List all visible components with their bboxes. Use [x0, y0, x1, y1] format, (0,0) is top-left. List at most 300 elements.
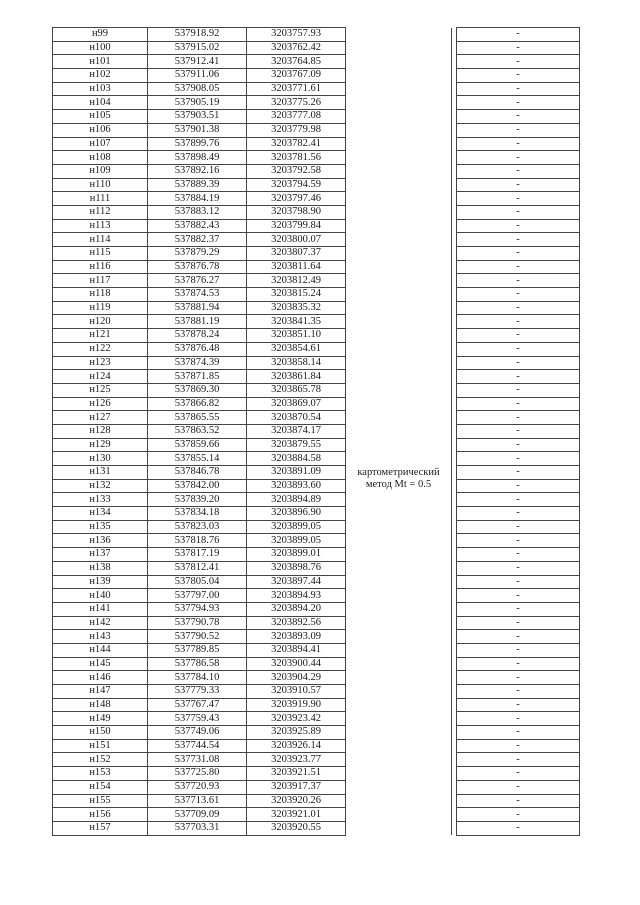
- x-coordinate-cell: 537725.80: [148, 767, 247, 781]
- accuracy-cell: -: [457, 589, 580, 603]
- y-coordinate-cell: 3203921.51: [247, 767, 346, 781]
- y-coordinate-cell: 3203781.56: [247, 151, 346, 165]
- x-coordinate-cell: 537911.06: [148, 69, 247, 83]
- y-coordinate-cell: 3203797.46: [247, 192, 346, 206]
- x-coordinate-cell: 537874.39: [148, 356, 247, 370]
- y-coordinate-cell: 3203897.44: [247, 575, 346, 589]
- y-coordinate-cell: 3203858.14: [247, 356, 346, 370]
- point-number-cell: н109: [53, 164, 148, 178]
- table-row: [53, 479, 580, 493]
- accuracy-cell: -: [457, 438, 580, 452]
- point-number-cell: н144: [53, 643, 148, 657]
- point-number-cell: н129: [53, 438, 148, 452]
- point-number-cell: н101: [53, 55, 148, 69]
- accuracy-cell: -: [457, 397, 580, 411]
- point-number-cell: н107: [53, 137, 148, 151]
- accuracy-cell: -: [457, 520, 580, 534]
- x-coordinate-cell: 537794.93: [148, 602, 247, 616]
- accuracy-cell: -: [457, 356, 580, 370]
- point-number-cell: н135: [53, 520, 148, 534]
- point-number-cell: н125: [53, 383, 148, 397]
- table-row: [53, 96, 580, 110]
- y-coordinate-cell: 3203794.59: [247, 178, 346, 192]
- point-number-cell: н153: [53, 767, 148, 781]
- point-number-cell: н116: [53, 260, 148, 274]
- x-coordinate-cell: 537859.66: [148, 438, 247, 452]
- point-number-cell: н111: [53, 192, 148, 206]
- accuracy-cell: -: [457, 698, 580, 712]
- accuracy-cell: -: [457, 685, 580, 699]
- point-number-cell: н110: [53, 178, 148, 192]
- accuracy-cell: -: [457, 753, 580, 767]
- y-coordinate-cell: 3203893.60: [247, 479, 346, 493]
- y-coordinate-cell: 3203812.49: [247, 274, 346, 288]
- accuracy-cell: -: [457, 821, 580, 835]
- accuracy-cell: -: [457, 301, 580, 315]
- x-coordinate-cell: 537731.08: [148, 753, 247, 767]
- y-coordinate-cell: 3203896.90: [247, 507, 346, 521]
- table-row: [53, 657, 580, 671]
- x-coordinate-cell: 537744.54: [148, 739, 247, 753]
- accuracy-cell: -: [457, 493, 580, 507]
- y-coordinate-cell: 3203841.35: [247, 315, 346, 329]
- y-coordinate-cell: 3203835.32: [247, 301, 346, 315]
- point-number-cell: н155: [53, 794, 148, 808]
- table-row: [53, 137, 580, 151]
- x-coordinate-cell: 537834.18: [148, 507, 247, 521]
- x-coordinate-cell: 537884.19: [148, 192, 247, 206]
- accuracy-cell: -: [457, 616, 580, 630]
- point-number-cell: н117: [53, 274, 148, 288]
- accuracy-cell: -: [457, 82, 580, 96]
- x-coordinate-cell: 537703.31: [148, 821, 247, 835]
- x-coordinate-cell: 537876.78: [148, 260, 247, 274]
- point-number-cell: н139: [53, 575, 148, 589]
- table-row: [53, 123, 580, 137]
- y-coordinate-cell: 3203926.14: [247, 739, 346, 753]
- y-coordinate-cell: 3203894.20: [247, 602, 346, 616]
- table-row: [53, 726, 580, 740]
- point-number-cell: н118: [53, 288, 148, 302]
- x-coordinate-cell: 537912.41: [148, 55, 247, 69]
- x-coordinate-cell: 537882.43: [148, 219, 247, 233]
- accuracy-cell: -: [457, 41, 580, 55]
- y-coordinate-cell: 3203798.90: [247, 205, 346, 219]
- x-coordinate-cell: 537713.61: [148, 794, 247, 808]
- accuracy-cell: -: [457, 479, 580, 493]
- point-number-cell: н145: [53, 657, 148, 671]
- table-row: [53, 780, 580, 794]
- accuracy-cell: -: [457, 96, 580, 110]
- accuracy-cell: -: [457, 452, 580, 466]
- accuracy-cell: -: [457, 288, 580, 302]
- y-coordinate-cell: 3203764.85: [247, 55, 346, 69]
- accuracy-cell: -: [457, 657, 580, 671]
- point-number-cell: н150: [53, 726, 148, 740]
- table-row: [53, 452, 580, 466]
- accuracy-cell: -: [457, 602, 580, 616]
- table-row: [53, 616, 580, 630]
- x-coordinate-cell: 537797.00: [148, 589, 247, 603]
- y-coordinate-cell: 3203898.76: [247, 561, 346, 575]
- point-number-cell: н146: [53, 671, 148, 685]
- y-coordinate-cell: 3203899.05: [247, 534, 346, 548]
- table-row: [53, 192, 580, 206]
- y-coordinate-cell: 3203910.57: [247, 685, 346, 699]
- y-coordinate-cell: 3203757.93: [247, 28, 346, 42]
- y-coordinate-cell: 3203815.24: [247, 288, 346, 302]
- accuracy-cell: -: [457, 274, 580, 288]
- x-coordinate-cell: 537789.85: [148, 643, 247, 657]
- table-row: [53, 301, 580, 315]
- table-row: [53, 247, 580, 261]
- table-row: [53, 151, 580, 165]
- coordinates-table: [52, 27, 580, 836]
- point-number-cell: н106: [53, 123, 148, 137]
- y-coordinate-cell: 3203917.37: [247, 780, 346, 794]
- table-row: [53, 260, 580, 274]
- y-coordinate-cell: 3203854.61: [247, 342, 346, 356]
- point-number-cell: н133: [53, 493, 148, 507]
- y-coordinate-cell: 3203894.89: [247, 493, 346, 507]
- point-number-cell: н103: [53, 82, 148, 96]
- x-coordinate-cell: 537899.76: [148, 137, 247, 151]
- point-number-cell: н127: [53, 411, 148, 425]
- x-coordinate-cell: 537918.92: [148, 28, 247, 42]
- point-number-cell: н100: [53, 41, 148, 55]
- x-coordinate-cell: 537878.24: [148, 329, 247, 343]
- y-coordinate-cell: 3203771.61: [247, 82, 346, 96]
- x-coordinate-cell: 537786.58: [148, 657, 247, 671]
- accuracy-cell: -: [457, 411, 580, 425]
- table-row: [53, 69, 580, 83]
- table-row: [53, 808, 580, 822]
- point-number-cell: н114: [53, 233, 148, 247]
- point-number-cell: н126: [53, 397, 148, 411]
- accuracy-cell: -: [457, 178, 580, 192]
- accuracy-cell: -: [457, 575, 580, 589]
- table-row: [53, 233, 580, 247]
- x-coordinate-cell: 537881.94: [148, 301, 247, 315]
- x-coordinate-cell: 537881.19: [148, 315, 247, 329]
- point-number-cell: н108: [53, 151, 148, 165]
- x-coordinate-cell: 537812.41: [148, 561, 247, 575]
- y-coordinate-cell: 3203925.89: [247, 726, 346, 740]
- y-coordinate-cell: 3203874.17: [247, 424, 346, 438]
- accuracy-cell: -: [457, 739, 580, 753]
- coordinates-table-body: [53, 28, 580, 836]
- point-number-cell: н143: [53, 630, 148, 644]
- table-row: [53, 41, 580, 55]
- point-number-cell: н148: [53, 698, 148, 712]
- point-number-cell: н137: [53, 548, 148, 562]
- y-coordinate-cell: 3203762.42: [247, 41, 346, 55]
- table-row: [53, 164, 580, 178]
- x-coordinate-cell: 537846.78: [148, 466, 247, 480]
- point-number-cell: н115: [53, 247, 148, 261]
- table-row: [53, 424, 580, 438]
- accuracy-cell: -: [457, 164, 580, 178]
- table-row: [53, 520, 580, 534]
- point-number-cell: н142: [53, 616, 148, 630]
- y-coordinate-cell: 3203919.90: [247, 698, 346, 712]
- point-number-cell: н128: [53, 424, 148, 438]
- y-coordinate-cell: 3203894.41: [247, 643, 346, 657]
- table-row: [53, 685, 580, 699]
- y-coordinate-cell: 3203777.08: [247, 110, 346, 124]
- accuracy-cell: -: [457, 247, 580, 261]
- x-coordinate-cell: 537892.16: [148, 164, 247, 178]
- table-row: [53, 55, 580, 69]
- y-coordinate-cell: 3203920.55: [247, 821, 346, 835]
- point-number-cell: н157: [53, 821, 148, 835]
- accuracy-cell: -: [457, 123, 580, 137]
- y-coordinate-cell: 3203923.42: [247, 712, 346, 726]
- x-coordinate-cell: 537817.19: [148, 548, 247, 562]
- table-row: [53, 356, 580, 370]
- accuracy-cell: -: [457, 424, 580, 438]
- accuracy-cell: -: [457, 767, 580, 781]
- x-coordinate-cell: 537855.14: [148, 452, 247, 466]
- x-coordinate-cell: 537818.76: [148, 534, 247, 548]
- accuracy-cell: -: [457, 342, 580, 356]
- accuracy-cell: -: [457, 205, 580, 219]
- accuracy-cell: -: [457, 643, 580, 657]
- point-number-cell: н140: [53, 589, 148, 603]
- table-row: [53, 821, 580, 835]
- accuracy-cell: -: [457, 383, 580, 397]
- y-coordinate-cell: 3203894.93: [247, 589, 346, 603]
- method-cell-empty: [346, 28, 452, 124]
- point-number-cell: н156: [53, 808, 148, 822]
- x-coordinate-cell: 537749.06: [148, 726, 247, 740]
- y-coordinate-cell: 3203870.54: [247, 411, 346, 425]
- x-coordinate-cell: 537889.39: [148, 178, 247, 192]
- accuracy-cell: -: [457, 69, 580, 83]
- point-number-cell: н102: [53, 69, 148, 83]
- table-row: [53, 712, 580, 726]
- x-coordinate-cell: 537882.37: [148, 233, 247, 247]
- point-number-cell: н132: [53, 479, 148, 493]
- x-coordinate-cell: 537879.29: [148, 247, 247, 261]
- table-row: [53, 397, 580, 411]
- point-number-cell: н131: [53, 466, 148, 480]
- y-coordinate-cell: 3203904.29: [247, 671, 346, 685]
- x-coordinate-cell: 537790.78: [148, 616, 247, 630]
- x-coordinate-cell: 537709.09: [148, 808, 247, 822]
- x-coordinate-cell: 537823.03: [148, 520, 247, 534]
- accuracy-cell: -: [457, 780, 580, 794]
- accuracy-cell: -: [457, 233, 580, 247]
- point-number-cell: н130: [53, 452, 148, 466]
- point-number-cell: н123: [53, 356, 148, 370]
- method-line-2: метод Mt = 0.5: [365, 479, 432, 491]
- table-row: [53, 548, 580, 562]
- table-row: [53, 671, 580, 685]
- table-row: [53, 383, 580, 397]
- table-row: [53, 575, 580, 589]
- x-coordinate-cell: 537767.47: [148, 698, 247, 712]
- x-coordinate-cell: 537759.43: [148, 712, 247, 726]
- x-coordinate-cell: 537784.10: [148, 671, 247, 685]
- y-coordinate-cell: 3203775.26: [247, 96, 346, 110]
- accuracy-cell: -: [457, 110, 580, 124]
- accuracy-cell: -: [457, 137, 580, 151]
- point-number-cell: н151: [53, 739, 148, 753]
- table-row: [53, 589, 580, 603]
- table-row: [53, 630, 580, 644]
- y-coordinate-cell: 3203869.07: [247, 397, 346, 411]
- table-row: [53, 288, 580, 302]
- x-coordinate-cell: 537876.48: [148, 342, 247, 356]
- x-coordinate-cell: 537871.85: [148, 370, 247, 384]
- x-coordinate-cell: 537874.53: [148, 288, 247, 302]
- table-row: [53, 178, 580, 192]
- table-row: [53, 315, 580, 329]
- y-coordinate-cell: 3203900.44: [247, 657, 346, 671]
- point-number-cell: н99: [53, 28, 148, 42]
- point-number-cell: н152: [53, 753, 148, 767]
- table-row: [53, 643, 580, 657]
- table-row: [53, 342, 580, 356]
- accuracy-cell: -: [457, 534, 580, 548]
- y-coordinate-cell: 3203799.84: [247, 219, 346, 233]
- y-coordinate-cell: 3203861.84: [247, 370, 346, 384]
- table-row: [53, 794, 580, 808]
- accuracy-cell: -: [457, 466, 580, 480]
- accuracy-cell: -: [457, 712, 580, 726]
- x-coordinate-cell: 537903.51: [148, 110, 247, 124]
- accuracy-cell: -: [457, 630, 580, 644]
- y-coordinate-cell: 3203921.01: [247, 808, 346, 822]
- x-coordinate-cell: 537779.33: [148, 685, 247, 699]
- table-row: [53, 370, 580, 384]
- table-row: [53, 507, 580, 521]
- accuracy-cell: -: [457, 794, 580, 808]
- accuracy-cell: -: [457, 315, 580, 329]
- accuracy-cell: -: [457, 808, 580, 822]
- accuracy-cell: -: [457, 55, 580, 69]
- x-coordinate-cell: 537876.27: [148, 274, 247, 288]
- point-number-cell: н104: [53, 96, 148, 110]
- table-row: [53, 274, 580, 288]
- table-row: [53, 411, 580, 425]
- y-coordinate-cell: 3203807.37: [247, 247, 346, 261]
- table-row: [53, 219, 580, 233]
- method-cell: [346, 123, 452, 835]
- table-row: [53, 753, 580, 767]
- x-coordinate-cell: 537883.12: [148, 205, 247, 219]
- point-number-cell: н122: [53, 342, 148, 356]
- accuracy-cell: -: [457, 329, 580, 343]
- y-coordinate-cell: 3203920.26: [247, 794, 346, 808]
- x-coordinate-cell: 537842.00: [148, 479, 247, 493]
- y-coordinate-cell: 3203792.58: [247, 164, 346, 178]
- point-number-cell: н105: [53, 110, 148, 124]
- accuracy-cell: -: [457, 192, 580, 206]
- point-number-cell: н121: [53, 329, 148, 343]
- table-row: [53, 28, 580, 42]
- y-coordinate-cell: 3203891.09: [247, 466, 346, 480]
- point-number-cell: н124: [53, 370, 148, 384]
- point-number-cell: н120: [53, 315, 148, 329]
- point-number-cell: н154: [53, 780, 148, 794]
- x-coordinate-cell: 537866.82: [148, 397, 247, 411]
- x-coordinate-cell: 537908.05: [148, 82, 247, 96]
- y-coordinate-cell: 3203865.78: [247, 383, 346, 397]
- y-coordinate-cell: 3203884.58: [247, 452, 346, 466]
- table-row: [53, 329, 580, 343]
- x-coordinate-cell: 537839.20: [148, 493, 247, 507]
- x-coordinate-cell: 537863.52: [148, 424, 247, 438]
- point-number-cell: н141: [53, 602, 148, 616]
- point-number-cell: н113: [53, 219, 148, 233]
- y-coordinate-cell: 3203851.10: [247, 329, 346, 343]
- accuracy-cell: -: [457, 28, 580, 42]
- point-number-cell: н147: [53, 685, 148, 699]
- y-coordinate-cell: 3203811.64: [247, 260, 346, 274]
- y-coordinate-cell: 3203800.07: [247, 233, 346, 247]
- x-coordinate-cell: 537720.93: [148, 780, 247, 794]
- accuracy-cell: -: [457, 260, 580, 274]
- table-row: [53, 466, 580, 480]
- point-number-cell: н136: [53, 534, 148, 548]
- method-line-1: картометрический: [357, 467, 440, 479]
- y-coordinate-cell: 3203899.05: [247, 520, 346, 534]
- x-coordinate-cell: 537805.04: [148, 575, 247, 589]
- y-coordinate-cell: 3203923.77: [247, 753, 346, 767]
- y-coordinate-cell: 3203899.01: [247, 548, 346, 562]
- point-number-cell: н138: [53, 561, 148, 575]
- accuracy-cell: -: [457, 219, 580, 233]
- accuracy-cell: -: [457, 726, 580, 740]
- y-coordinate-cell: 3203879.55: [247, 438, 346, 452]
- x-coordinate-cell: 537869.30: [148, 383, 247, 397]
- accuracy-cell: -: [457, 671, 580, 685]
- y-coordinate-cell: 3203893.09: [247, 630, 346, 644]
- table-row: [53, 698, 580, 712]
- x-coordinate-cell: 537915.02: [148, 41, 247, 55]
- accuracy-cell: -: [457, 151, 580, 165]
- x-coordinate-cell: 537905.19: [148, 96, 247, 110]
- x-coordinate-cell: 537901.38: [148, 123, 247, 137]
- table-row: [53, 767, 580, 781]
- x-coordinate-cell: 537790.52: [148, 630, 247, 644]
- accuracy-cell: -: [457, 548, 580, 562]
- x-coordinate-cell: 537898.49: [148, 151, 247, 165]
- point-number-cell: н119: [53, 301, 148, 315]
- table-row: [53, 205, 580, 219]
- table-row: [53, 739, 580, 753]
- table-row: [53, 110, 580, 124]
- table-row: [53, 561, 580, 575]
- accuracy-cell: -: [457, 507, 580, 521]
- y-coordinate-cell: 3203779.98: [247, 123, 346, 137]
- table-row: [53, 534, 580, 548]
- x-coordinate-cell: 537865.55: [148, 411, 247, 425]
- table-row: [53, 438, 580, 452]
- point-number-cell: н149: [53, 712, 148, 726]
- point-number-cell: н134: [53, 507, 148, 521]
- accuracy-cell: -: [457, 370, 580, 384]
- point-number-cell: н112: [53, 205, 148, 219]
- y-coordinate-cell: 3203767.09: [247, 69, 346, 83]
- y-coordinate-cell: 3203892.56: [247, 616, 346, 630]
- table-row: [53, 82, 580, 96]
- y-coordinate-cell: 3203782.41: [247, 137, 346, 151]
- accuracy-cell: -: [457, 561, 580, 575]
- table-row: [53, 602, 580, 616]
